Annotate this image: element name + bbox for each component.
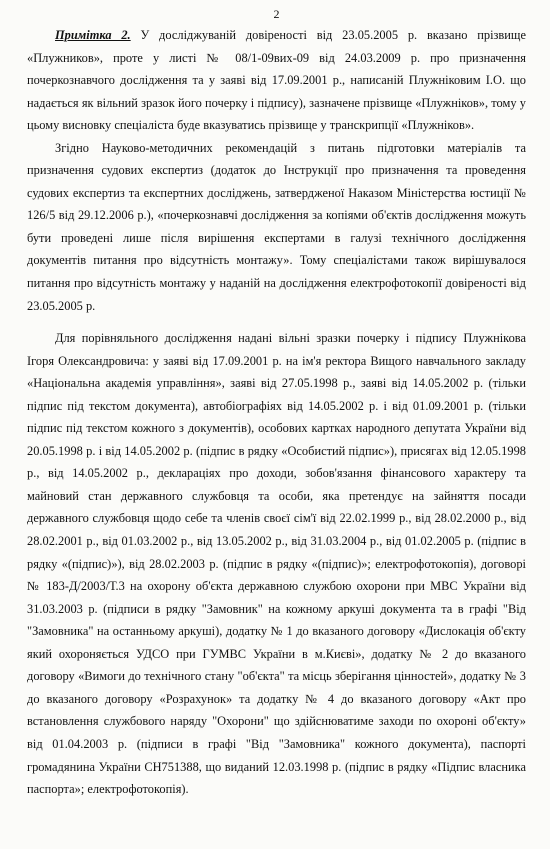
methodology-paragraph: Згідно Науково-методичних рекомендацій з питань підготовки матеріалів та призначення судових експертиз (додаток до Інструкції про призначення та проведення судових експертиз та експертних досліджень, затвердженої Наказом Міністерства юстиції № 126/5 від 29.12.2006 р.), «почеркознавчі дослідження за копіями об'єктів дослідження можуть бути проведені лише після вирішення експертами в галузі технічного дослідження документів питання про відсутність монтажу». Тому спеціалістами також вирішувалося питання про відсутність монтажу у наданій на дослідження електрофотокопії довіреності від 23.05.2005 р. [27,140,526,313]
note-text: У досліджуваній довіреності від 23.05.2005 р. вказано прізвище «Плужников», проте у листі № 08/1-09вих-09 від 24.03.2009 р. про призначення почеркознавчого дослідження та у заяві від 17.09.2001 р., написаній Плужніковим І.О. що надається як вільний зразок його почерку і підпису), зазначене прізвище «Плужніков», тому у цьому висновку спеціаліста буде вказуватись прізвище у транскрипції «Плужніков». [27,28,526,133]
samples-paragraph: Для порівняльного дослідження надані вільні зразки почерку і підпису Плужнікова Ігоря Олександровича: у заяві від 17.09.2001 р. на ім'я ректора Вищого навчального закладу «Національна академія управління», заяві від 27.05.1998 р., заяві від 14.05.2002 р. (тільки підпис під текстом документа), автобіографіях від 14.05.2002 р. і від 01.09.2001 р. (тільки підпис під текстом кожного з документів), особових картках народного депутата України від 20.05.1998 р. і від 14.05.2002 р. (підпис в рядку «Особистий підпис»), присягах від 12.05.1998 р., від 14.05.2002 р., деклараціях про доходи, зобов'язання фінансового характеру та майновий стан державного службовця та особи, яка претендує на зайняття посади державного службовця щодо себе та членів своєї сім'ї від 22.02.1999 р., від 28.02.2000 р., від 28.02.2001 р., від 01.03.2002 р., від 13.05.2002 р., від 31.03.2004 р., від 01.02.2005 р. (підпис в рядку «(підпис)»), від 28.02.2003 р. (підпис в рядку «(підпис)»; електрофотокопія), договорі № 183-Д/2003/Т.3 на охорону об'єкта державною службою охорони при МВС України від 31.03.2003 р. (підписи в рядку "Замовник" на кожному аркуші документа та в графі "Від "Замовника" на останньому аркуші), додатку № 1 до вказаного договору «Дислокація об'єкту який охороняється УДСО при ГУМВС України в м.Києві», додатку № 2 до вказаного договору «Вимоги до технічного стану "об'єкта" та місць зберігання цінностей», додатку № 3 до вказаного договору «Розрахунок» та додатку № 4 до вказаного договору «Акт про встановлення службового наряду "Охорони" що здійснюватиме заходи по охороні об'єкту» від 01.04.2003 р. (підписи в графі "Від "Замовника" кожного документа), паспорті громадянина України СН751388, що виданий 12.03.1998 р. (підпис в рядку «Підпис власника паспорта»; електрофотокопія). [27,331,526,797]
page-number: 2 [273,7,280,21]
note-paragraph [27,24,526,137]
note-label: Примітка 2. [55,28,131,42]
